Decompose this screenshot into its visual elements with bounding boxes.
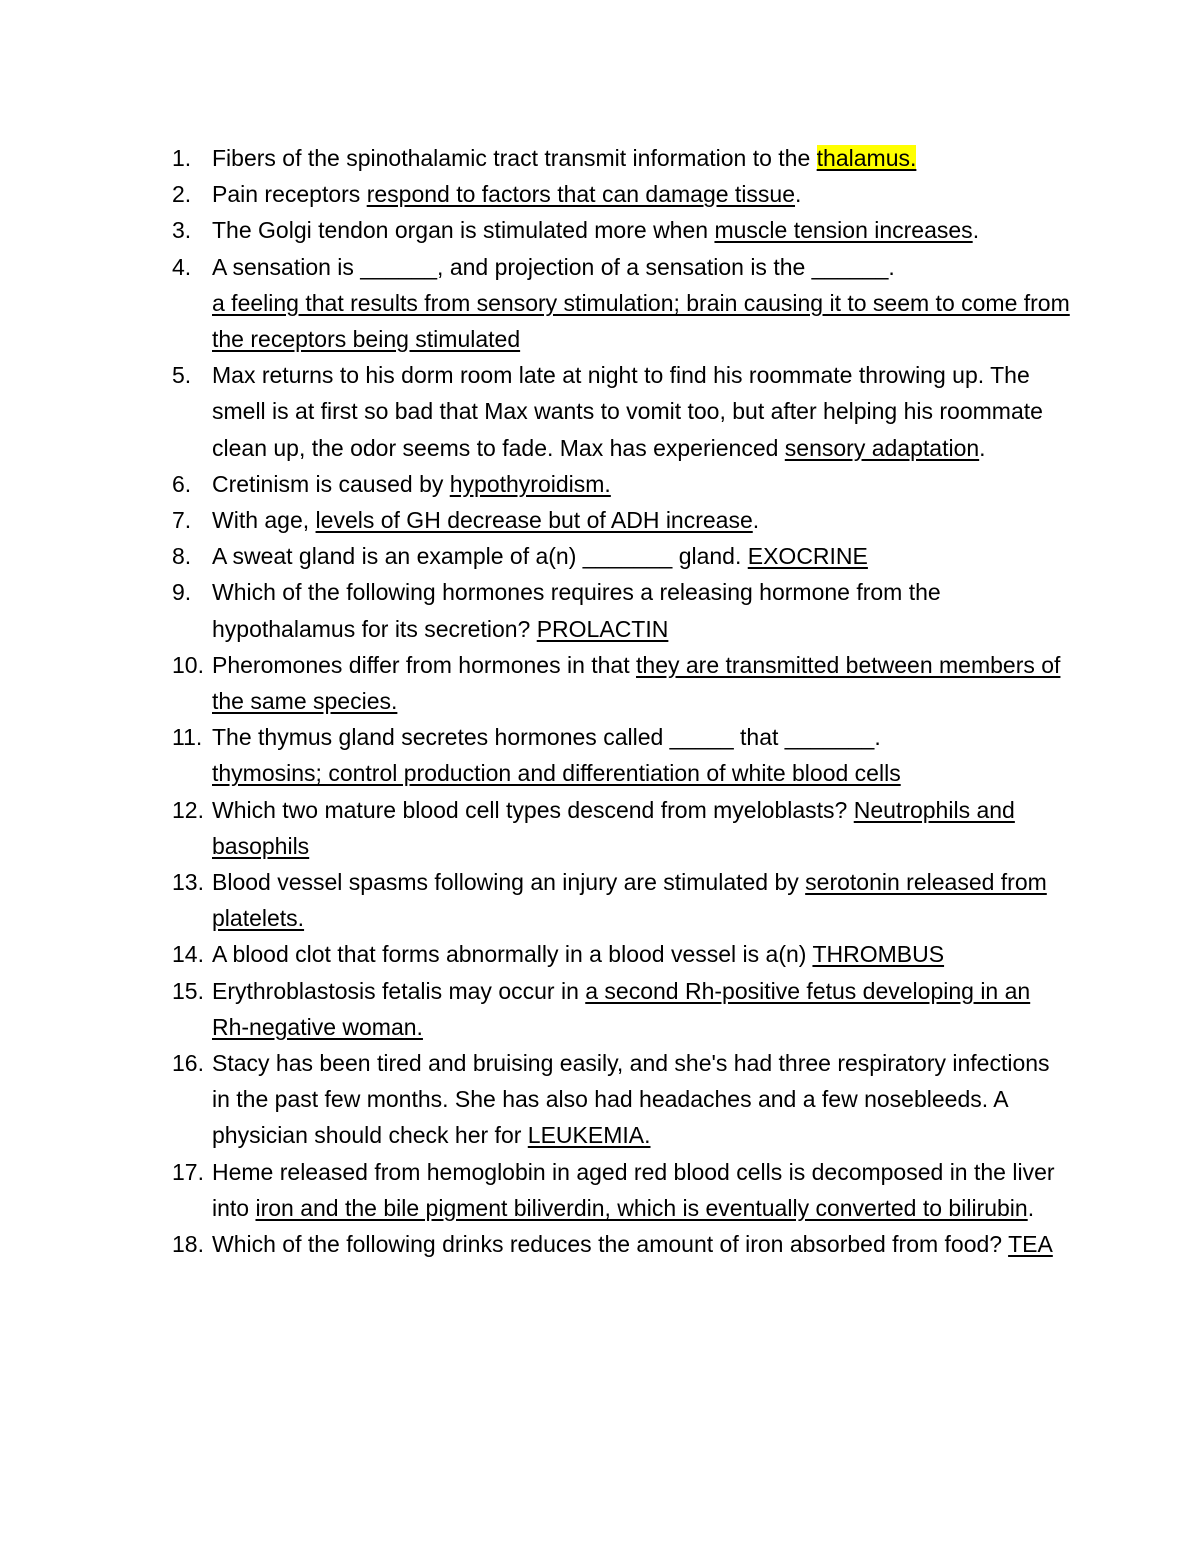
question-number: 16.	[172, 1050, 204, 1077]
question-item	[0, 792, 1200, 864]
prompt-text: With age,	[212, 507, 316, 534]
question-item	[0, 538, 1200, 574]
question-item	[0, 176, 1200, 212]
answer-text: a feeling that results from sensory stimulation; brain causing it to seem to come from the receptors being stimulated	[212, 289, 1070, 353]
question-text	[212, 579, 941, 641]
question-number: 13.	[172, 869, 204, 896]
answer-text: sensory adaptation	[784, 434, 980, 461]
prompt-text: A sensation is ______, and projection of a sensation is the ______.	[212, 253, 895, 280]
prompt-text: .	[979, 434, 986, 461]
prompt-text: Stacy has been tired and bruising easily, and she's had three respiratory infections in the past few months. She has also had headaches and a few nosebleeds. A physician should check her for	[212, 1050, 1050, 1149]
question-number: 17.	[172, 1158, 204, 1185]
prompt-text: .	[1027, 1194, 1035, 1221]
question-text	[212, 652, 1060, 714]
answer-text: thymosins; control production and differentiation of white blood cells	[212, 760, 901, 787]
question-text	[212, 217, 979, 243]
question-item	[0, 719, 1200, 791]
question-text	[212, 724, 901, 786]
question-number: 2.	[172, 181, 192, 208]
question-number: 6.	[172, 470, 192, 497]
question-item	[0, 973, 1200, 1045]
highlighted-answer-text: thalamus.	[816, 145, 917, 171]
question-text	[212, 254, 1070, 352]
answer-text: serotonin released from platelets.	[212, 869, 1047, 932]
question-item	[0, 936, 1200, 972]
prompt-text: Max returns to his dorm room late at night to find his roommate throwing up. The smell is at first so bad that Max wants to vomit too, but after helping his roommate clean up, the odor seems to fade. Max has experienced	[212, 362, 1043, 461]
prompt-text: .	[972, 217, 980, 244]
question-text	[212, 145, 916, 171]
prompt-text: The Golgi tendon organ is stimulated more when	[212, 217, 715, 244]
answer-text: a second Rh-positive fetus developing in an Rh-negative woman.	[212, 977, 1031, 1040]
question-number: 1.	[172, 145, 192, 171]
answer-text: muscle tension increases	[714, 217, 973, 244]
prompt-text: Heme released from hemoglobin in aged red blood cells is decomposed in the liver into	[212, 1158, 1055, 1221]
question-item	[0, 466, 1200, 502]
question-text	[212, 543, 868, 569]
answer-text: respond to factors that can damage tissue	[366, 181, 796, 208]
question-list	[0, 140, 1200, 1262]
answer-text: THROMBUS	[812, 941, 945, 968]
question-number: 10.	[172, 651, 204, 678]
answer-text: hypothyroidism.	[449, 470, 611, 497]
prompt-text: Fibers of the spinothalamic tract transmit information to the	[212, 145, 817, 171]
prompt-text: The thymus gland secretes hormones called _____ that _______.	[212, 724, 881, 751]
question-text	[212, 978, 1030, 1040]
question-item	[0, 502, 1200, 538]
prompt-text: A blood clot that forms abnormally in a blood vessel is a(n)	[212, 941, 813, 968]
prompt-text: .	[752, 507, 760, 534]
question-number: 18.	[172, 1231, 204, 1258]
answer-text: LEUKEMIA.	[527, 1122, 651, 1149]
prompt-text: .	[795, 181, 802, 208]
prompt-text: Which two mature blood cell types descend from myeloblasts?	[212, 796, 854, 823]
question-item	[0, 212, 1200, 248]
answer-text: they are transmitted between members of the same species.	[212, 651, 1061, 715]
prompt-text: Which of the following hormones requires a releasing hormone from the hypothalamus for its secretion?	[212, 579, 941, 642]
question-number: 9.	[172, 579, 192, 606]
answer-text: EXOCRINE	[747, 543, 868, 570]
question-text	[212, 941, 944, 967]
question-text	[212, 869, 1047, 931]
question-item	[0, 1226, 1200, 1262]
prompt-text: Pain receptors	[212, 181, 367, 208]
question-number: 12.	[172, 796, 204, 823]
question-text	[212, 507, 759, 533]
answer-text: Neutrophils and basophils	[212, 796, 1015, 859]
question-text	[212, 797, 1015, 859]
question-item	[0, 1045, 1200, 1154]
question-item	[0, 1154, 1200, 1226]
question-item	[0, 140, 1200, 176]
question-text	[212, 1159, 1055, 1221]
question-item	[0, 864, 1200, 936]
question-text	[212, 181, 801, 207]
question-text	[212, 362, 1043, 460]
question-text	[212, 1231, 1053, 1257]
prompt-text: Blood vessel spasms following an injury are stimulated by	[212, 869, 806, 896]
question-number: 14.	[172, 941, 204, 968]
prompt-text: A sweat gland is an example of a(n) _______ gland.	[212, 543, 748, 570]
question-item	[0, 249, 1200, 358]
question-item	[0, 574, 1200, 646]
question-text	[212, 471, 611, 497]
prompt-text: Pheromones differ from hormones in that	[212, 651, 637, 678]
question-number: 4.	[172, 253, 192, 280]
question-number: 5.	[172, 362, 192, 389]
question-number: 8.	[172, 543, 192, 570]
answer-text: TEA	[1008, 1231, 1053, 1258]
answer-text: iron and the bile pigment biliverdin, which is eventually converted to bilirubin	[255, 1194, 1028, 1221]
question-number: 3.	[172, 217, 192, 244]
prompt-text: Which of the following drinks reduces the amount of iron absorbed from food?	[212, 1231, 1009, 1258]
question-item	[0, 647, 1200, 719]
question-number: 11.	[172, 724, 203, 751]
question-item	[0, 357, 1200, 466]
prompt-text: Erythroblastosis fetalis may occur in	[212, 977, 586, 1004]
question-number: 15.	[172, 977, 204, 1004]
answer-text: PROLACTIN	[536, 615, 669, 642]
answer-text: levels of GH decrease but of ADH increase	[315, 507, 753, 534]
prompt-text: Cretinism is caused by	[212, 470, 450, 497]
question-text	[212, 1050, 1050, 1148]
question-number: 7.	[172, 507, 192, 534]
